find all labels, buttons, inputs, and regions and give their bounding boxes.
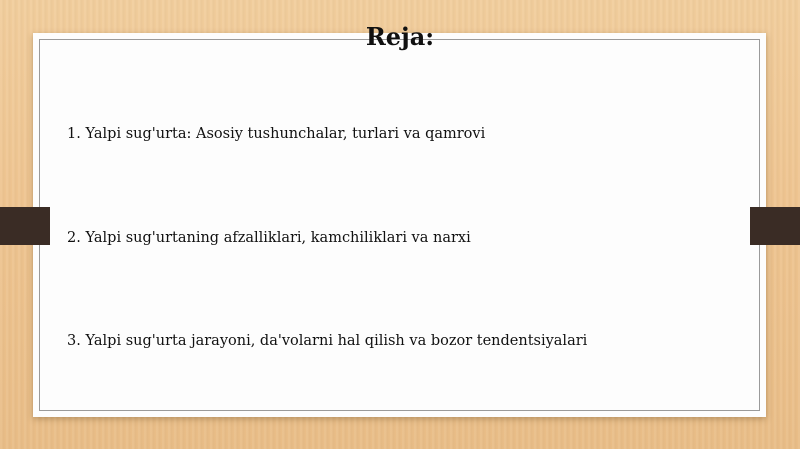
- slide-content-frame: [33, 33, 766, 417]
- left-side-tab: [0, 207, 50, 245]
- slide-inner-border: [39, 39, 760, 411]
- plan-item-3: 3. Yalpi sug'urta jarayoni, da'volarni hal qilish va bozor tendentsiyalari: [67, 333, 588, 349]
- plan-item-1: 1. Yalpi sug'urta: Asosiy tushunchalar, turlari va qamrovi: [67, 126, 486, 142]
- slide-title: Reja:: [365, 22, 435, 51]
- right-side-tab: [750, 207, 800, 245]
- plan-item-2: 2. Yalpi sug'urtaning afzalliklari, kamchiliklari va narxi: [67, 230, 471, 246]
